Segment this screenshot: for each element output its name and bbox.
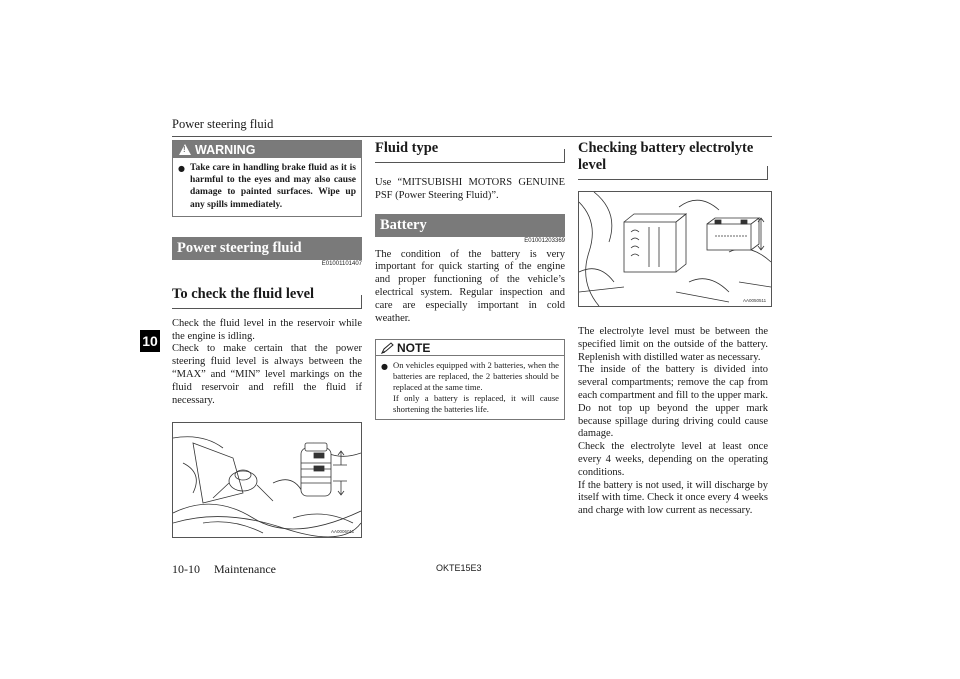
warning-box	[172, 140, 362, 217]
section-title-power-steering: Power steering fluid	[172, 237, 362, 260]
note-header	[376, 340, 564, 356]
note-pencil-icon	[381, 342, 394, 354]
warning-header	[173, 141, 361, 158]
electrolyte-para-1: The electrolyte level must be between the specified limit on the outside of the battery. Replenish with distilled water as necessary.	[578, 326, 768, 363]
column-left	[172, 140, 362, 543]
warning-body	[173, 158, 361, 216]
note-body	[376, 356, 564, 419]
header-rule	[172, 136, 772, 137]
warning-triangle-icon: !	[179, 144, 191, 155]
figure-code-right: AA0050511	[743, 298, 767, 303]
footer-left	[172, 562, 276, 577]
subsection-title-electrolyte: Checking battery electrolyte level	[578, 140, 768, 180]
electrolyte-para-4: If the battery is not used, it will discharge by itself with time. Check it once every 4 weeks and charge with low current as necessary.	[578, 479, 768, 517]
column-right	[578, 140, 768, 518]
bullet-icon: ●	[178, 164, 185, 173]
running-head: Power steering fluid	[172, 117, 274, 131]
figure-code-left: AA0006011	[331, 529, 355, 535]
chapter-tab: 10	[140, 330, 160, 352]
electrolyte-para-2: The inside of the battery is divided into several compartments; remove the cap from each compartment and fill to the upper mark. Do not top up beyond the upper mark because spillage during driving could cause damage.	[578, 364, 768, 440]
section-title-battery: Battery	[375, 214, 565, 237]
battery-text: The condition of the battery is very important for quick starting of the engine and proper functioning of the vehicle’s electrical system. Regular inspection and care are especially important in cold weather.	[375, 248, 565, 324]
electrolyte-para-3: Check the electrolyte level at least once every 4 weeks, depending on the operating conditions.	[578, 441, 768, 478]
warning-text: Take care in handling brake fluid as it is harmful to the eyes and may also cause damage to painted surfaces. Wipe up any spills immediately.	[190, 163, 356, 210]
section-id: E01001101407	[321, 260, 362, 267]
subsection-title-fluid-type: Fluid type	[375, 140, 565, 163]
note-text-1: On vehicles equipped with 2 batteries, when the batteries are replaced, the 2 batteries should be replaced at the same time.	[393, 360, 559, 393]
check-fluid-para-1: Check the fluid level in the reservoir while the engine is idling.	[172, 317, 362, 342]
note-box	[375, 339, 565, 420]
note-text-2: If only a battery is replaced, it will cause shortening the batteries life.	[393, 393, 559, 415]
manual-code: OKTE15E3	[436, 563, 482, 573]
battery-section-id: E01001203369	[524, 237, 565, 244]
warning-title: WARNING	[195, 142, 256, 157]
fluid-type-text: Use “MITSUBISHI MOTORS GENUINE PSF (Power Steering Fluid)”.	[375, 177, 565, 201]
check-fluid-para-2: Check to make certain that the power steering fluid level is always between the “MAX” and “MIN” level markings on the fluid reservoir and refill the fluid if necessary.	[172, 343, 362, 406]
bullet-icon: ●	[381, 362, 388, 372]
subsection-title-check-fluid: To check the fluid level	[172, 286, 362, 309]
power-steering-reservoir-figure	[172, 422, 362, 538]
column-middle	[375, 140, 565, 420]
note-title: NOTE	[397, 340, 431, 355]
battery-figure	[578, 191, 772, 307]
chapter-name: Maintenance	[214, 562, 276, 576]
page-number: 10-10	[172, 562, 200, 576]
